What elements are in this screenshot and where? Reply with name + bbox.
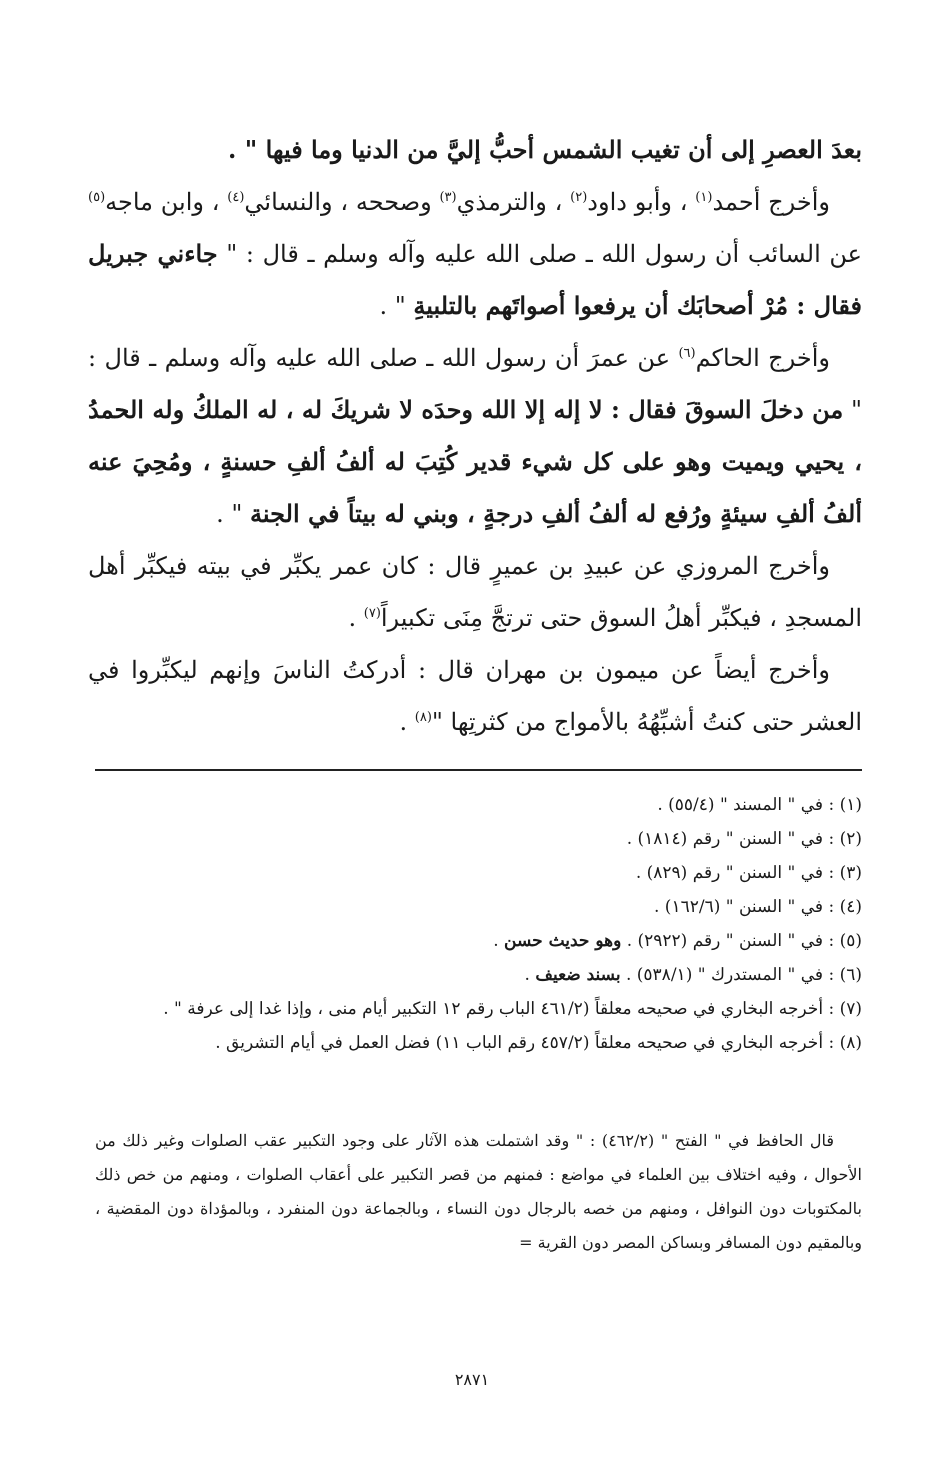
text-span: .: [348, 604, 364, 632]
footnote-ref-1[interactable]: (١): [695, 190, 713, 205]
text-span: .: [493, 931, 505, 951]
footnote-ref-3[interactable]: (٣): [439, 190, 457, 205]
paragraph-1: [88, 124, 862, 176]
footnote-ref-8[interactable]: (٨): [414, 710, 432, 725]
text-span: وصححه ، والنسائي: [244, 188, 440, 216]
footnote-ref-7[interactable]: (٧): [363, 606, 381, 621]
footnotes: [95, 788, 862, 1060]
footnote-divider: [95, 769, 862, 771]
text-span: " .: [216, 500, 251, 528]
main-text: [88, 124, 862, 748]
text-span: عن السائب أن رسول الله ـ صلى الله عليه وآله وسلم ـ قال : ": [217, 240, 862, 268]
text-span: عن عمرَ أن رسول الله ـ صلى الله عليه وآله وسلم ـ قال : ": [88, 344, 862, 424]
grading: وهو حديث حسن: [504, 931, 622, 951]
text-span: (٥) : في " السنن " رقم (٢٩٢٢) .: [621, 931, 862, 951]
footnote-4: (٤) : في " السنن " (١٦٢/٦) .: [654, 897, 862, 917]
paragraph-3: [88, 332, 862, 540]
paragraph-2: [88, 176, 862, 332]
text-span: .: [524, 965, 536, 985]
footnote-2: (٢) : في " السنن " رقم (١٨١٤) .: [626, 829, 862, 849]
text-span: ، وابن ماجه: [105, 188, 228, 216]
footnote-3: (٣) : في " السنن " رقم (٨٢٩) .: [635, 863, 862, 883]
footnote-7: (٧) : أخرجه البخاري في صحيحه معلقاً (٤٦١/٢ الباب رقم ١٢ التكبير أيام منى ، وإذا غدا إلى عرفة " .: [163, 999, 862, 1019]
hadith-text: بعدَ العصرِ إلى أن تغيب الشمس أحبُّ إليَّ من الدنيا وما فيها " .: [228, 135, 862, 164]
footnote-8: (٨) : أخرجه البخاري في صحيحه معلقاً (٤٥٧/٢ رقم الباب ١١) فضل العمل في أيام التشريق .: [215, 1033, 862, 1053]
footnote-ref-4[interactable]: (٤): [227, 190, 245, 205]
hadith-text: من دخلَ السوقَ فقال : لا إله إلا الله وحدَه لا شريكَ له ، له الملكُ وله الحمدُ ، يحيي ويميت وهو على كل شيء قدير كُتِبَ له ألفُ ألفِ حسنةٍ ، ومُحِيَ عنه ألفُ ألفِ سيئةٍ ورُفع له ألفُ ألفِ درجةٍ ، وبني له بيتاً في الجنة: [88, 395, 862, 528]
text-span: " .: [379, 292, 414, 320]
paragraph-4: [88, 540, 862, 644]
footnote-ref-5[interactable]: (٥): [88, 190, 106, 205]
grading: بسند ضعيف: [535, 965, 621, 985]
text-span: وأخرج المروزي عن عبيدِ بن عميرٍ قال : كان عمر يكبِّر في بيته فيكبِّر أهل المسجدِ ، فيكبِّر أهلُ السوق حتى ترتجَّ مِنَى تكبيراً: [88, 552, 862, 632]
paragraph-5: [88, 644, 862, 748]
footnote-5: [95, 924, 862, 958]
commentary-text: قال الحافظ في " الفتح " (٤٦٢/٢) : " وقد اشتملت هذه الآثار على وجود التكبير عقب الصلوات وغير ذلك من الأحوال ، وفيه اختلاف بين العلماء في مواضع : فمنهم من قصر التكبير على أعقاب الصلوات ، ومنهم من خص ذلك بالمكتوبات دون النوافل ، ومنهم من خصه بالرجال دون النساء ، وبالجماعة دون المنفرد ، وبالمؤداة دون المقضية ، وبالمقيم دون المسافر وبساكن المصر دون القرية =: [95, 1131, 862, 1252]
hadith-text: جاءني جبريل فقال : مُرْ أصحابَك أن يرفعوا أصواتَهم بالتلبيةِ: [88, 239, 862, 320]
text-span: وأخرج أيضاً عن ميمون بن مهران قال : أدركتُ الناسَ وإنهم ليكبِّروا في العشر حتى كنتُ أشبِّهُهُ بالأمواج من كثرتِها ": [88, 656, 862, 736]
text-span: ، والترمذي: [456, 188, 571, 216]
footnote-1: (١) : في " المسند " (٥٥/٤) .: [657, 795, 862, 815]
commentary: [95, 1124, 862, 1260]
text-span: ، وأبو داود: [587, 188, 696, 216]
text-span: وأخرج أحمد: [712, 188, 831, 216]
text-span: .: [399, 708, 415, 736]
page-number: ٢٨٧١: [454, 1370, 490, 1389]
footnote-6: [95, 958, 862, 992]
text-span: (٦) : في " المستدرك " (٥٣٨/١) .: [620, 965, 862, 985]
footnote-ref-6[interactable]: (٦): [678, 346, 696, 361]
text-span: وأخرج الحاكم: [695, 344, 831, 372]
footnote-ref-2[interactable]: (٢): [570, 190, 588, 205]
